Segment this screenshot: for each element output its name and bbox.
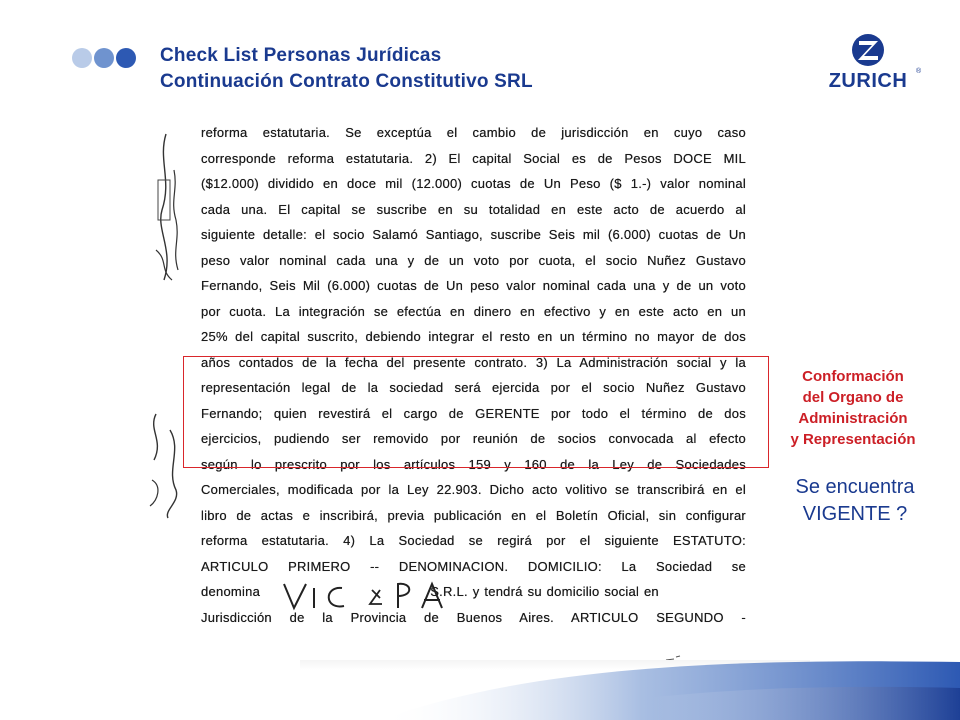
contract-line: años contados de la fecha del presente contrato. 3) La Administración social y la [201,354,746,370]
contract-line: ARTICULO PRIMERO -- DENOMINACION. DOMICILIO: La Sociedad se [201,558,746,574]
annotation-question-line-2: VIGENTE ? [802,503,908,525]
annotation-question [770,474,940,528]
annotation-heading-line-3: Administración [798,410,908,427]
contract-line: Fernando, Seis Mil (6.000) cuotas de Un peso valor nominal cada una y de un voto [201,278,746,293]
registered-mark: ® [916,68,922,75]
annotation-heading-line-2: del Organo de [802,389,904,406]
contract-line: corresponde reforma estatutaria. 2) El capital Social es de Pesos DOCE MIL [201,150,746,166]
annotation-heading-line-1: Conformación [802,368,904,385]
contract-line: representación legal de la sociedad será ejercida por el socio Nuñez Gustavo [201,380,746,395]
brand-dots [72,48,136,68]
zurich-z-icon [822,32,914,70]
slide-title [160,43,533,95]
slide-title-line-2: Continuación Contrato Constitutivo SRL [160,71,533,92]
contract-line: por cuota. La integración se efectúa en dinero en efectivo y en este acto en un [201,303,746,319]
margin-signature-icon [146,410,186,520]
slide-title-line-1: Check List Personas Jurídicas [160,45,442,66]
annotation-question-line-1: Se encuentra [795,476,915,498]
highlight-box-administration-clause [183,356,769,468]
annotation-heading-line-4: y Representación [790,431,916,448]
brand-dot-dark [116,48,136,68]
contract-line: Jurisdicción de la Provincia de Buenos Aires. ARTICULO SEGUNDO - [201,609,746,625]
zurich-wordmark: ZURICH [828,70,908,92]
contract-line: Comerciales, modificada por la Ley 22.903. Dicho acto volitivo se transcribirá en el [201,482,746,497]
contract-line: peso valor nominal cada una y de un voto por cuota, el socio Nuñez Gustavo [201,252,746,268]
margin-signature-stamp-icon [148,130,192,290]
contract-line: cada una. El capital se suscribe en su totalidad en este acto de acuerdo al [201,201,746,217]
contract-line: ejercicios, pudiendo ser removido por reunión de socios convocada al efecto [201,431,746,446]
annotation-heading [768,366,938,450]
brand-dot-medium [94,48,114,68]
contract-line: 25% del capital suscrito, debiendo integrar el resto en un término no mayor de dos [201,329,746,344]
contract-line: reforma estatutaria. Se exceptúa el cambio de jurisdicción en cuyo caso [201,125,746,140]
zurich-logo [822,32,922,94]
brand-dot-light [72,48,92,68]
contract-line: según lo prescrito por los artículos 159 y 160 de la Ley de Sociedades [201,456,746,472]
contract-line: libro de actas e inscribirá, previa publicación en el Boletín Oficial, sin configurar [201,507,746,523]
contract-line: ($12.000) dividido en doce mil (12.000) cuotas de Un Peso ($ 1.-) valor nominal [201,176,746,191]
contract-line: Fernando; quien revestirá el cargo de GERENTE por todo el término de dos [201,405,746,421]
contract-line: siguiente detalle: el socio Salamó Santiago, suscribe Seis mil (6.000) cuotas de Un [201,227,746,242]
contract-line: reforma estatutaria. 4) La Sociedad se regirá por el siguiente ESTATUTO: [201,533,746,548]
contract-line: denomina S.R.L. y tendrá su domicilio social en [201,584,659,599]
bottom-wave-decoration [0,640,960,720]
handwritten-company-name-icon [280,578,450,612]
